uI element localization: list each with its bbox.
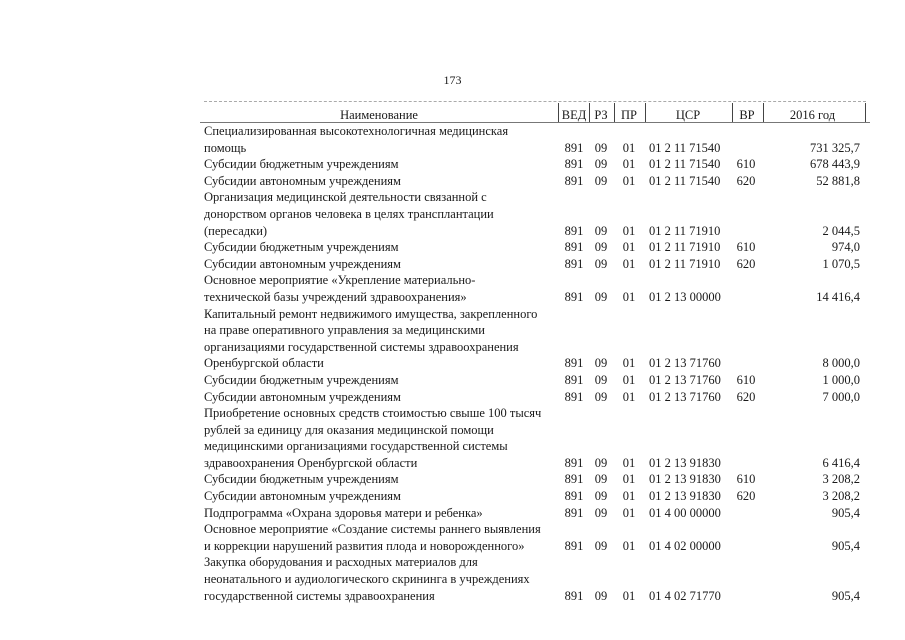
row-name-line: Оренбургской области <box>204 356 324 371</box>
row-name-line: Субсидии бюджетным учреждениям <box>204 472 399 487</box>
cell-amount: 8 000,0 <box>822 356 860 371</box>
header-ved: ВЕД <box>561 108 587 122</box>
cell-pr: 01 <box>622 157 636 172</box>
cell-vr: 620 <box>736 489 756 504</box>
table-row <box>200 189 870 239</box>
cell-pr: 01 <box>622 538 636 553</box>
row-name-line: Организация медицинской деятельности связанной с <box>204 190 487 205</box>
cell-ved: 891 <box>564 389 584 404</box>
cell-amount: 6 416,4 <box>822 455 860 470</box>
cell-ved: 891 <box>564 256 584 271</box>
header-divider <box>558 103 559 122</box>
cell-ved: 891 <box>564 223 584 238</box>
cell-rz: 09 <box>594 538 608 553</box>
cell-ved: 891 <box>564 588 584 603</box>
header-rz: РЗ <box>594 108 608 122</box>
cell-amount: 52 881,8 <box>816 173 860 188</box>
cell-csr: 01 2 11 71540 <box>649 140 721 155</box>
table-row <box>200 306 870 372</box>
table-row <box>200 505 870 522</box>
row-name-line: Субсидии автономным учреждениям <box>204 173 401 188</box>
cell-amount: 678 443,9 <box>810 157 860 172</box>
cell-pr: 01 <box>622 389 636 404</box>
header-divider <box>865 103 866 122</box>
header-csr: ЦСР <box>675 108 701 122</box>
row-name <box>200 521 554 554</box>
table-row <box>200 471 870 488</box>
row-name <box>200 123 554 156</box>
header-pr: ПР <box>621 108 637 122</box>
table-row <box>200 239 870 256</box>
table-row <box>200 156 870 173</box>
row-name <box>200 256 554 273</box>
row-name <box>200 505 554 522</box>
row-name <box>200 471 554 488</box>
cell-vr: 620 <box>736 173 756 188</box>
cell-amount: 974,0 <box>831 240 860 255</box>
cell-rz: 09 <box>594 157 608 172</box>
header-vr: ВР <box>739 108 755 122</box>
row-name-line: Основное мероприятие «Укрепление материально- <box>204 273 476 288</box>
table-row <box>200 488 870 505</box>
row-name-line: на праве оперативного управления за медицинскими <box>204 323 485 338</box>
cell-csr: 01 2 13 00000 <box>649 289 721 304</box>
header-amount: 2016 год <box>789 108 836 122</box>
row-name-line: технической базы учреждений здравоохранения» <box>204 289 467 304</box>
cell-vr: 610 <box>736 240 756 255</box>
cell-csr: 01 2 13 71760 <box>649 372 721 387</box>
cell-rz: 09 <box>594 588 608 603</box>
cell-ved: 891 <box>564 455 584 470</box>
cell-rz: 09 <box>594 356 608 371</box>
cell-csr: 01 2 11 71910 <box>649 240 721 255</box>
cell-ved: 891 <box>564 140 584 155</box>
cell-rz: 09 <box>594 505 608 520</box>
cell-csr: 01 4 02 71770 <box>649 588 721 603</box>
row-name <box>200 372 554 389</box>
row-name-line: Специализированная высокотехнологичная медицинская <box>204 124 509 138</box>
table-header <box>200 100 870 123</box>
cell-csr: 01 4 00 00000 <box>649 505 721 520</box>
cell-rz: 09 <box>594 240 608 255</box>
row-name-line: Субсидии автономным учреждениям <box>204 256 401 271</box>
row-name <box>200 156 554 173</box>
row-name-line: организациями государственной системы здравоохранения <box>204 339 519 354</box>
cell-amount: 905,4 <box>831 588 860 603</box>
row-name-line: здравоохранения Оренбургской области <box>204 455 418 470</box>
table-row <box>200 389 870 406</box>
row-name <box>200 306 554 372</box>
cell-pr: 01 <box>622 140 636 155</box>
cell-pr: 01 <box>622 489 636 504</box>
cell-amount: 731 325,7 <box>810 140 860 155</box>
table-row <box>200 405 870 471</box>
cell-csr: 01 2 13 91830 <box>649 472 721 487</box>
cell-ved: 891 <box>564 173 584 188</box>
table-row <box>200 173 870 190</box>
cell-csr: 01 2 11 71540 <box>649 157 721 172</box>
cell-csr: 01 2 11 71540 <box>649 173 721 188</box>
table-row <box>200 521 870 554</box>
cell-amount: 1 000,0 <box>822 372 860 387</box>
cell-pr: 01 <box>622 289 636 304</box>
cell-rz: 09 <box>594 472 608 487</box>
cell-rz: 09 <box>594 372 608 387</box>
cell-amount: 7 000,0 <box>822 389 860 404</box>
table-row <box>200 256 870 273</box>
cell-rz: 09 <box>594 289 608 304</box>
cell-vr: 620 <box>736 256 756 271</box>
cell-ved: 891 <box>564 289 584 304</box>
cell-csr: 01 2 11 71910 <box>649 256 721 271</box>
header-name: Наименование <box>340 108 418 122</box>
cell-ved: 891 <box>564 372 584 387</box>
row-name-line: и коррекции нарушений развития плода и новорожденного» <box>204 538 525 553</box>
cell-pr: 01 <box>622 356 636 371</box>
cell-pr: 01 <box>622 455 636 470</box>
cell-rz: 09 <box>594 455 608 470</box>
row-name-line: Субсидии бюджетным учреждениям <box>204 372 399 387</box>
cell-ved: 891 <box>564 356 584 371</box>
cell-pr: 01 <box>622 256 636 271</box>
table-body <box>200 123 870 604</box>
row-name <box>200 173 554 190</box>
cell-ved: 891 <box>564 157 584 172</box>
cell-pr: 01 <box>622 472 636 487</box>
row-name-line: Субсидии автономным учреждениям <box>204 389 401 404</box>
cell-rz: 09 <box>594 489 608 504</box>
row-name-line: Субсидии автономным учреждениям <box>204 489 401 504</box>
row-name <box>200 239 554 256</box>
cell-amount: 14 416,4 <box>816 289 860 304</box>
table-row <box>200 272 870 305</box>
cell-csr: 01 2 13 91830 <box>649 489 721 504</box>
table-row <box>200 372 870 389</box>
cell-amount: 905,4 <box>831 505 860 520</box>
cell-vr: 610 <box>736 157 756 172</box>
row-name <box>200 272 554 305</box>
cell-csr: 01 2 13 91830 <box>649 455 721 470</box>
row-name-line: Приобретение основных средств стоимостью свыше 100 тысяч <box>204 406 542 421</box>
row-name-line: Основное мероприятие «Создание системы раннего выявления <box>204 522 541 537</box>
cell-amount: 3 208,2 <box>822 489 860 504</box>
header-divider <box>763 103 764 122</box>
cell-amount: 2 044,5 <box>822 223 860 238</box>
cell-ved: 891 <box>564 489 584 504</box>
cell-rz: 09 <box>594 223 608 238</box>
cell-pr: 01 <box>622 223 636 238</box>
cell-vr: 610 <box>736 372 756 387</box>
cell-vr: 610 <box>736 472 756 487</box>
row-name-line: медицинскими организациями государственной системы <box>204 439 508 454</box>
cell-csr: 01 2 13 71760 <box>649 356 721 371</box>
cell-csr: 01 2 11 71910 <box>649 223 721 238</box>
cell-amount: 3 208,2 <box>822 472 860 487</box>
row-name <box>200 189 554 239</box>
page-number: 173 <box>443 73 462 87</box>
cell-rz: 09 <box>594 140 608 155</box>
row-name-line: Субсидии бюджетным учреждениям <box>204 240 399 255</box>
cell-ved: 891 <box>564 538 584 553</box>
row-name-line: донорством органов человека в целях трансплантации <box>204 206 494 221</box>
row-name-line: (пересадки) <box>204 223 268 238</box>
row-name <box>200 488 554 505</box>
row-name <box>200 389 554 406</box>
row-name-line: Субсидии бюджетным учреждениям <box>204 157 399 172</box>
row-name-line: государственной системы здравоохранения <box>204 588 435 603</box>
cell-ved: 891 <box>564 472 584 487</box>
cell-pr: 01 <box>622 240 636 255</box>
table-row <box>200 123 870 156</box>
cell-pr: 01 <box>622 588 636 603</box>
cell-pr: 01 <box>622 372 636 387</box>
cell-csr: 01 4 02 00000 <box>649 538 721 553</box>
cell-rz: 09 <box>594 389 608 404</box>
cell-csr: 01 2 13 71760 <box>649 389 721 404</box>
row-name-line: Капитальный ремонт недвижимого имущества, закрепленного <box>204 306 538 321</box>
table-row <box>200 554 870 604</box>
cell-amount: 905,4 <box>831 538 860 553</box>
cell-vr: 620 <box>736 389 756 404</box>
cell-rz: 09 <box>594 173 608 188</box>
row-name-line: неонатального и аудиологического скрининга в учреждениях <box>204 572 530 587</box>
row-name-line: Подпрограмма «Охрана здоровья матери и ребенка» <box>204 505 483 520</box>
row-name <box>200 405 554 471</box>
cell-pr: 01 <box>622 505 636 520</box>
cell-ved: 891 <box>564 240 584 255</box>
cell-rz: 09 <box>594 256 608 271</box>
budget-table <box>200 100 870 604</box>
row-name-line: рублей за единицу для оказания медицинской помощи <box>204 422 494 437</box>
row-name <box>200 554 554 604</box>
row-name-line: Закупка оборудования и расходных материалов для <box>204 555 478 570</box>
cell-pr: 01 <box>622 173 636 188</box>
scan-artifact-line <box>204 101 866 102</box>
row-name-line: помощь <box>204 140 247 155</box>
cell-ved: 891 <box>564 505 584 520</box>
cell-amount: 1 070,5 <box>822 256 860 271</box>
